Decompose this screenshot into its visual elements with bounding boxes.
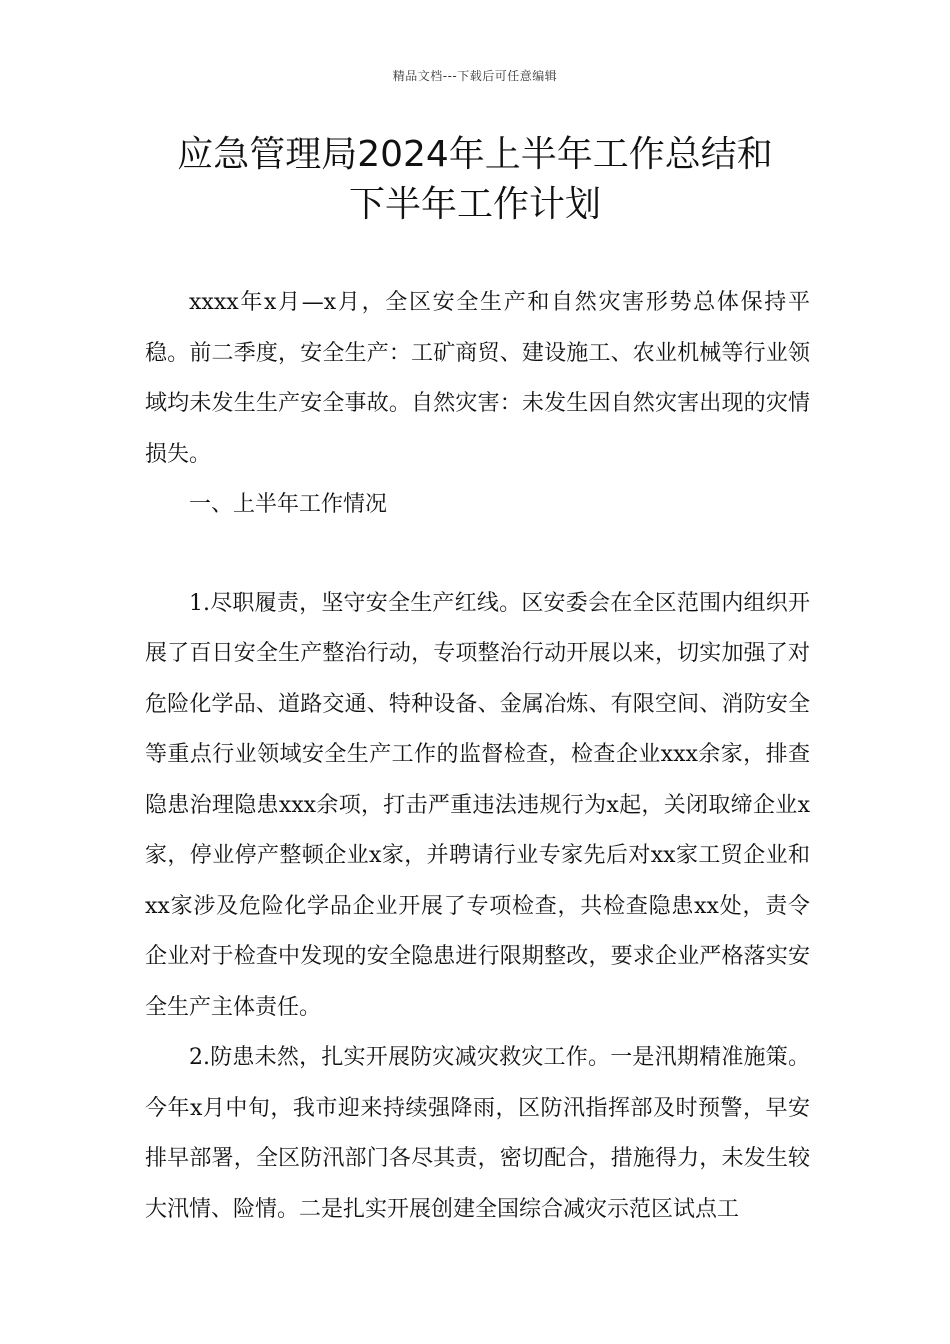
intro-paragraph: xxxx年x月—x月，全区安全生产和自然灾害形势总体保持平稳。前二季度，安全生产：工矿商贸、建设施工、农业机械等行业领域均未发生生产安全事故。自然灾害：未发生因自然灾害出现的灾情损失。 (145, 290, 810, 467)
item-paragraph-2: 2.防患未然，扎实开展防灾减灾救灾工作。一是汛期精准施策。今年x月中旬，我市迎来持续强降雨，区防汛指挥部及时预警，早安排早部署，全区防汛部门各尽其责，密切配合，措施得力，未发生较大汛情、险情。二是扎实开展创建全国综合减灾示范区试点工 (145, 1045, 810, 1222)
document-title (120, 130, 830, 230)
document-body (145, 278, 810, 1235)
header-note: 精品文档---下载后可任意编辑 (392, 69, 558, 83)
item-paragraph-1: 1.尽职履责，坚守安全生产红线。区安委会在全区范围内组织开展了百日安全生产整治行动，专项整治行动开展以来，切实加强了对危险化学品、道路交通、特种设备、金属冶炼、有限空间、消防安全等重点行业领域安全生产工作的监督检查，检查企业xxx余家，排查隐患治理隐患xxx余项，打击严重违法违规行为x起，关闭取缔企业x家，停业停产整顿企业x家，并聘请行业专家先后对xx家工贸企业和xx家涉及危险化学品企业开展了专项检查，共检查隐患xx处，责令企业对于检查中发现的安全隐患进行限期整改，要求企业严格落实安全生产主体责任。 (145, 590, 810, 1020)
section-heading: 一、上半年工作情况 (189, 492, 388, 517)
title-line-1: 应急管理局2024年上半年工作总结和 (177, 134, 773, 175)
title-line-2: 下半年工作计划 (348, 184, 601, 225)
